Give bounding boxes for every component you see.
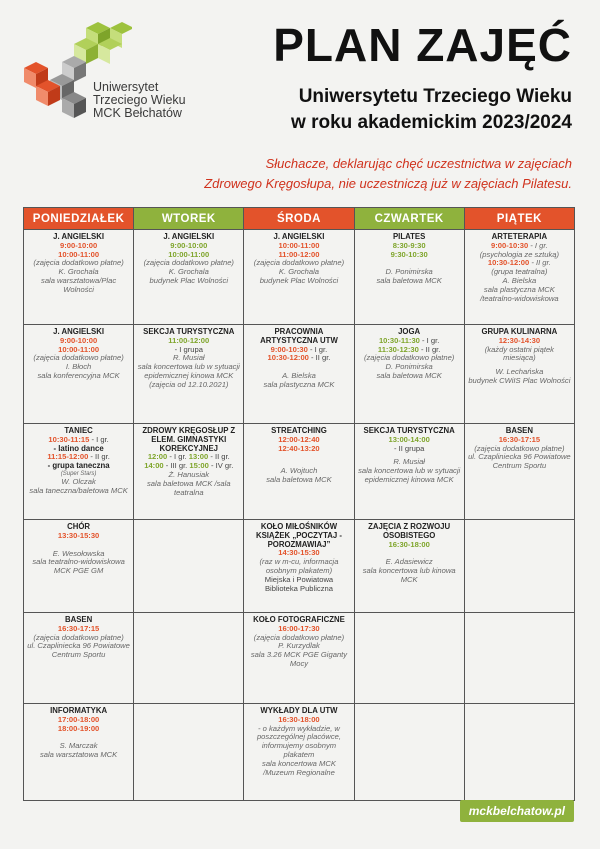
class-name: J. ANGIELSKI — [273, 232, 325, 241]
class-cell — [354, 325, 464, 424]
subtitle-year: w roku akademickim 2023/2024 — [291, 112, 572, 133]
table-row — [24, 325, 575, 424]
class-time: 10:00-11:00 — [58, 344, 100, 354]
logo-text — [93, 81, 186, 120]
class-name: ARTETERAPIA — [491, 232, 548, 241]
class-place: sala plastyczna MCK /teatralno-widowiskowa — [480, 284, 559, 303]
class-place: sala koncertowa lub kinowa MCK — [362, 566, 456, 584]
table-row — [24, 424, 575, 520]
class-teacher: A. Bielska — [282, 371, 316, 381]
page-title: PLAN ZAJĘĆ — [273, 19, 572, 71]
website-link[interactable]: mckbelchatow.pl — [460, 800, 574, 822]
class-place: sala teatralno-widowiskowa MCK PGE GM — [32, 557, 125, 576]
class-place: budynek CWiIS Plac Wolności — [468, 375, 571, 385]
class-cell — [244, 325, 354, 424]
class-place: sala plastyczna MCK — [263, 379, 335, 389]
class-teacher: S. Marczak — [59, 741, 98, 751]
class-time: 16:30-17:15 — [498, 434, 541, 444]
class-place: sala baletowa MCK — [266, 475, 332, 485]
class-time: 10:00-11:00 — [58, 249, 100, 259]
empty-cell — [464, 704, 574, 801]
class-time: 18:00-19:00 — [57, 723, 100, 733]
class-name: INFORMATYKA — [50, 706, 108, 715]
class-time: 17:00-18:00 — [57, 714, 100, 724]
class-cell — [244, 520, 354, 613]
class-time: 11:00-12:00 — [278, 249, 320, 259]
class-teacher: A. Bielska — [502, 275, 537, 285]
class-name: BASEN — [64, 615, 93, 624]
class-name: WYKŁADY DLA UTW — [260, 706, 338, 715]
class-cell — [134, 230, 244, 325]
class-note: (zajęcia dodatkowo płatne) — [474, 443, 565, 453]
empty-cell — [354, 704, 464, 801]
class-place: sala taneczna/baletowa MCK — [29, 485, 128, 495]
class-cell — [464, 325, 574, 424]
class-name: SEKCJA TURYSTYCZNA — [143, 327, 235, 336]
class-subgroup: - grupa taneczna — [47, 461, 110, 471]
table-row — [24, 520, 575, 613]
class-name: J. ANGIELSKI — [53, 327, 105, 336]
day-header-wednesday: ŚRODA — [244, 208, 354, 230]
class-teacher: R. Musiał — [172, 353, 205, 363]
class-name: GRUPA KULINARNA — [481, 327, 558, 336]
day-header-monday: PONIEDZIAŁEK — [24, 208, 134, 230]
class-teacher: R. Musiał — [393, 457, 425, 467]
logo-line-3: MCK Bełchatów — [93, 106, 182, 120]
class-teacher: E. Wesołowska — [52, 548, 105, 558]
class-cell — [134, 325, 244, 424]
class-place: budynek Plac Wolności — [259, 275, 339, 285]
class-group: - II gr. — [88, 452, 110, 462]
class-teacher: A. Wojtuch — [280, 466, 318, 476]
class-place: Miejska i Powiatowa Biblioteka Publiczna — [264, 574, 334, 593]
empty-cell — [464, 520, 574, 613]
class-group: - I gr. — [307, 344, 328, 354]
class-place: sala koncertowa MCK /Muzeum Regionalne — [262, 758, 336, 777]
class-group: - I gr. — [167, 452, 189, 462]
class-time: 11:00-12:00 — [168, 335, 210, 345]
class-group: - II gr. — [308, 353, 331, 363]
class-time: 14:00 — [144, 461, 164, 471]
class-place: sala koncertowa lub w sytuacji epidemicznej kinowa MCK — [358, 466, 461, 484]
subtitle-university: Uniwersytetu Trzeciego Wieku — [298, 86, 572, 107]
class-place: sala warsztatowa MCK — [39, 750, 118, 760]
table-row — [24, 704, 575, 801]
class-group: - III gr. — [163, 461, 190, 471]
class-name: CHÓR — [67, 522, 91, 531]
class-cell — [24, 704, 134, 801]
logo-line-1: Uniwersytet — [93, 80, 159, 94]
class-name: JOGA — [398, 327, 421, 336]
schedule-table — [23, 207, 575, 801]
class-name: SEKCJA TURYSTYCZNA — [363, 426, 455, 435]
class-teacher: K. Grochala — [278, 267, 320, 277]
notice-line-1: Słuchacze, deklarując chęć uczestnictwa w zajęciach — [265, 156, 572, 171]
class-teacher: D. Ponimirska — [385, 362, 433, 372]
class-time: 12:40-13:20 — [278, 443, 320, 453]
class-note: (zajęcia dodatkowo płatne) — [33, 353, 124, 363]
day-header-tuesday: WTOREK — [134, 208, 244, 230]
class-group: - II gr. — [529, 258, 551, 268]
day-header-thursday: CZWARTEK — [354, 208, 464, 230]
class-note: (zajęcia dodatkowo płatne) — [143, 258, 234, 268]
class-cell — [244, 704, 354, 801]
class-name: ZDROWY KRĘGOSŁUP Z ELEM. GIMNASTYKI KOREKCYJNEJ — [142, 426, 236, 453]
class-time: 12:00 — [147, 452, 168, 462]
class-time: 9:30-10:30 — [390, 249, 428, 259]
class-time: 12:30-14:30 — [498, 335, 541, 345]
class-note: (zajęcia dodatkowo płatne) — [363, 353, 455, 363]
class-place: sala koncertowa lub w sytuacji epidemicznej kinowa MCK — [137, 362, 240, 380]
class-cell — [24, 325, 134, 424]
class-time: 9:00-10:30 — [270, 344, 308, 354]
class-time: 16:30-18:00 — [388, 539, 430, 549]
class-time: 10:00-11:00 — [168, 249, 210, 259]
class-note: (zajęcia od 12.10.2021) — [149, 379, 229, 389]
class-time: 9:00-10:00 — [60, 335, 98, 345]
class-cell — [24, 520, 134, 613]
class-cell — [354, 424, 464, 520]
class-place: sala baletowa MCK — [376, 276, 442, 286]
class-cell — [244, 230, 354, 325]
class-group: - II gr. — [418, 344, 441, 354]
notice-line-2: Zdrowego Kręgosłupa, nie uczestniczą już w zajęciach Pilatesu. — [204, 176, 572, 191]
empty-cell — [134, 520, 244, 613]
logo-line-2: Trzeciego Wieku — [93, 93, 186, 107]
class-place: sala baletowa MCK /sala teatralna — [146, 478, 231, 497]
class-name: BASEN — [505, 426, 534, 435]
class-time: 9:00-10:00 — [170, 240, 208, 250]
class-group: - I gr. — [528, 240, 548, 250]
class-place: sala warsztatowa/Plac Wolności — [41, 275, 117, 294]
class-time: 13:00-14:00 — [388, 434, 430, 444]
class-cell — [24, 613, 134, 704]
day-header-friday: PIĄTEK — [464, 208, 574, 230]
class-cell — [354, 230, 464, 325]
class-time: 13:30-15:30 — [57, 530, 100, 540]
class-name: J. ANGIELSKI — [163, 232, 215, 241]
class-time: 9:00-10:00 — [60, 240, 98, 250]
class-place: ul. Czaplinieckа 96 Powiatowe Centrum Sportu — [468, 452, 571, 471]
class-place: budynek Plac Wolności — [149, 275, 229, 285]
class-name: STREATCHING — [271, 426, 327, 435]
table-row — [24, 230, 575, 325]
logo — [22, 22, 222, 132]
class-note: (każdy ostatni piątek miesiąca) — [484, 344, 554, 363]
class-name: PRACOWNIA ARTYSTYCZNA UTW — [260, 327, 338, 345]
class-teacher: P. Kurzydlak — [278, 641, 320, 651]
class-cell — [24, 424, 134, 520]
class-time: 12:00-12:40 — [278, 434, 320, 444]
class-place: sala 3.26 MCK PGE Giganty Mocy — [250, 650, 348, 668]
class-name: KOŁO FOTOGRAFICZNE — [253, 615, 345, 624]
class-time: 10:30-11:15 — [48, 434, 90, 444]
class-note: - o każdym wykładzie, w poszczególnej placówce, informujemy osobnym plakatem — [256, 723, 341, 759]
class-group: - II grupa — [393, 443, 425, 453]
class-cell — [464, 424, 574, 520]
class-name: ZAJĘCIA Z ROZWOJU OSOBISTEGO — [368, 522, 451, 540]
class-note: (zajęcia dodatkowo płatne) — [33, 258, 124, 268]
class-cell — [244, 613, 354, 704]
class-cell — [24, 230, 134, 325]
class-time: 8:30-9:30 — [392, 240, 426, 250]
class-group: - I grupa — [174, 344, 203, 354]
class-cell — [244, 424, 354, 520]
class-time: 10:30-11:30 — [378, 335, 420, 345]
class-time: 16:00-17:30 — [278, 623, 320, 633]
class-time: 10:30-12:00 — [267, 353, 309, 363]
class-time: 15:00 — [189, 461, 209, 471]
class-teacher: D. Ponimirska — [385, 267, 433, 277]
class-time: 13:00 — [188, 452, 209, 462]
class-time: 10:00-11:00 — [278, 240, 320, 250]
table-header-row — [24, 208, 575, 230]
empty-cell — [354, 613, 464, 704]
class-note: (Super Stars) — [60, 470, 97, 477]
empty-cell — [464, 613, 574, 704]
class-subgroup: - latino dance — [53, 443, 104, 453]
class-note: (raz w m-cu, informacja osobnym plakatem) — [259, 557, 339, 575]
class-teacher: I. Błoch — [65, 362, 92, 372]
class-time: 11:15-12:00 — [47, 452, 89, 462]
class-note: (zajęcia dodatkowo płatne) — [253, 632, 345, 642]
class-place: sala konferencyjna MCK — [37, 370, 120, 380]
class-note: (psychologia ze sztuką) — [479, 249, 560, 259]
class-teacher: K. Grochala — [58, 267, 99, 277]
class-teacher: E. Adasiewicz — [385, 557, 433, 567]
class-time: 16:30-18:00 — [278, 714, 320, 724]
class-group: - II gr. — [208, 452, 230, 462]
empty-cell — [134, 704, 244, 801]
class-place: ul. Czaplinieckа 96 Powiatowe Centrum Sportu — [27, 641, 130, 660]
class-teacher: Ż. Hanusiak — [168, 469, 210, 479]
class-note: (grupa teatralna) — [491, 267, 548, 277]
table-row — [24, 613, 575, 704]
class-note: (zajęcia dodatkowo płatne) — [33, 632, 124, 642]
class-time: 11:30-12:30 — [377, 344, 419, 354]
class-group: - I gr. — [419, 335, 440, 345]
class-time: 10:30-12:00 — [487, 258, 530, 268]
class-time: 14:30-15:30 — [278, 548, 320, 558]
class-name: KOŁO MIŁOŚNIKÓW KSIĄŻEK „POCZYTAJ -POROZMAWIAJ” — [255, 522, 342, 549]
class-name: TANIEC — [64, 426, 93, 435]
class-name: PILATES — [392, 232, 426, 241]
class-name: J. ANGIELSKI — [53, 232, 105, 241]
class-note: (zajęcia dodatkowo płatne) — [253, 258, 345, 268]
class-group: - I gr. — [89, 434, 109, 444]
class-group: - IV gr. — [208, 461, 234, 471]
class-teacher: K. Grochala — [168, 267, 209, 277]
class-time: 9:00-10:30 — [491, 240, 529, 250]
empty-cell — [134, 613, 244, 704]
class-cell — [464, 230, 574, 325]
class-teacher: W. Lechańska — [495, 367, 544, 377]
class-cell — [354, 520, 464, 613]
class-place: sala baletowa MCK — [376, 370, 442, 380]
class-teacher: W. Olczak — [61, 476, 96, 486]
class-time: 16:30-17:15 — [57, 623, 100, 633]
class-cell — [134, 424, 244, 520]
